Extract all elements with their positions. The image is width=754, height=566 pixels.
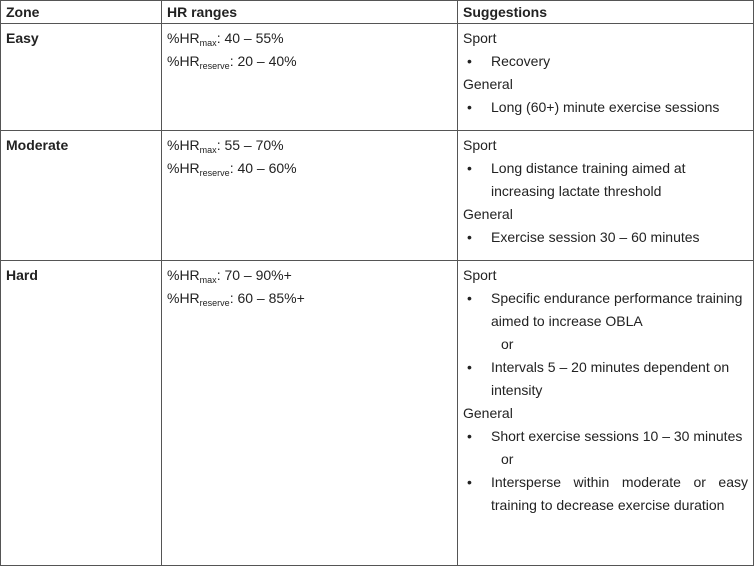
list-item: • Long (60+) minute exercise sessions [463, 96, 748, 119]
hr-reserve-line: $\%HR_{reserve}$: 20 – 40% [167, 53, 297, 71]
sport-list [463, 287, 748, 333]
zone-cell [1, 24, 162, 131]
sport-label: Sport [463, 267, 497, 283]
general-label: General [463, 76, 513, 92]
bullet-icon: • [467, 229, 472, 245]
sport-label: Sport [463, 30, 497, 46]
hr-max-line: $\%HR_{max}$: 70 – 90%+ [167, 267, 292, 285]
bullet-icon: • [467, 53, 472, 69]
bullet-icon: • [467, 428, 472, 444]
suggestions-cell [458, 131, 754, 261]
table-row-easy [1, 24, 754, 131]
zone-name: Easy [6, 30, 39, 46]
list-item: • Specific endurance performance training aimed to increase OBLA [463, 287, 748, 333]
header-suggestions: Suggestions [458, 1, 754, 24]
general-label: General [463, 405, 513, 421]
or-label: or [501, 451, 514, 467]
general-list-2 [463, 471, 748, 517]
hr-max-line: $\%HR_{max}$: 40 – 55% [167, 30, 284, 48]
sport-label: Sport [463, 137, 497, 153]
bullet-icon: • [467, 160, 472, 176]
sport-list-2 [463, 356, 748, 402]
hr-reserve-line: $\%HR_{reserve}$: 60 – 85%+ [167, 290, 305, 308]
zone-cell [1, 131, 162, 261]
list-item: • Intervals 5 – 20 minutes dependent on intensity [463, 356, 748, 402]
table-row-moderate [1, 131, 754, 261]
hr-ranges-cell [162, 131, 458, 261]
sport-list [463, 157, 748, 203]
or-label: or [501, 336, 514, 352]
general-list [463, 226, 748, 249]
suggestions-cell [458, 24, 754, 131]
general-list [463, 425, 748, 448]
hr-reserve-line: $\%HR_{reserve}$: 40 – 60% [167, 160, 297, 178]
general-label: General [463, 206, 513, 222]
bullet-icon: • [467, 290, 472, 306]
header-hr-ranges: HR ranges [162, 1, 458, 24]
zone-name: Moderate [6, 137, 69, 153]
hr-max-line: $\%HR_{max}$: 55 – 70% [167, 137, 284, 155]
suggestions-cell [458, 261, 754, 566]
list-item: • Recovery [463, 50, 748, 73]
zone-name: Hard [6, 267, 38, 283]
table-row-hard [1, 261, 754, 566]
bullet-icon: • [467, 359, 472, 375]
list-item: • Long distance training aimed at increasing lactate threshold [463, 157, 748, 203]
hr-ranges-cell [162, 24, 458, 131]
hr-ranges-cell [162, 261, 458, 566]
bullet-icon: • [467, 474, 472, 490]
bullet-icon: • [467, 99, 472, 115]
list-item: • Exercise session 30 – 60 minutes [463, 226, 748, 249]
general-list [463, 96, 748, 119]
header-zone: Zone [1, 1, 162, 24]
header-row [1, 1, 754, 24]
list-item: • Short exercise sessions 10 – 30 minutes [463, 425, 748, 448]
sport-list [463, 50, 748, 73]
zone-cell [1, 261, 162, 566]
list-item: • Intersperse within moderate or easy training to decrease exercise duration [463, 471, 748, 517]
